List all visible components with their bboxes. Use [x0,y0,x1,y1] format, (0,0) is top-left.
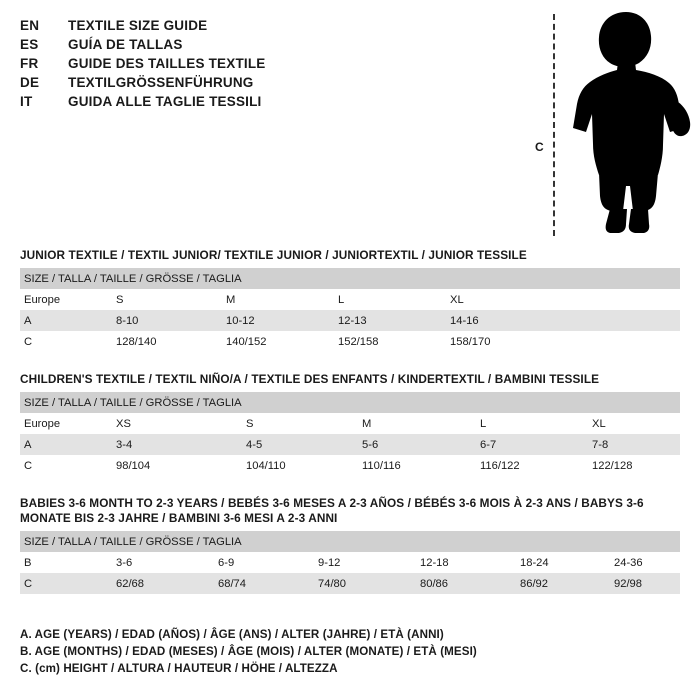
cell: 122/128 [588,455,680,476]
cell: S [242,413,358,434]
row-label: C [20,331,112,352]
cell: 6-7 [476,434,588,455]
cell: S [112,289,222,310]
table-row [20,289,680,310]
cell: 5-6 [358,434,476,455]
child-silhouette-icon [566,10,692,238]
table-row [20,573,680,594]
table-row [20,552,680,573]
row-label: A [20,434,112,455]
cell: 6-9 [214,552,314,573]
cell: 12-18 [416,552,516,573]
legend-line-a: A. AGE (YEARS) / EDAD (AÑOS) / ÂGE (ANS) / ALTER (JAHRE) / ETÀ (ANNI) [20,628,444,641]
legend-line-b: B. AGE (MONTHS) / EDAD (MESES) / ÂGE (MOIS) / ALTER (MONATE) / ETÀ (MESI) [20,645,477,658]
cell: 98/104 [112,455,242,476]
section-babies [20,496,680,594]
cell: XL [588,413,680,434]
cell: 86/92 [516,573,610,594]
language-title-de: TEXTILGRÖSSENFÜHRUNG [68,75,254,90]
legend-line-c: C. (cm) HEIGHT / ALTURA / HAUTEUR / HÖHE / ALTEZZA [20,662,338,675]
table-row [20,413,680,434]
language-row-es [20,37,520,56]
table-row [20,310,680,331]
language-row-de [20,75,520,94]
cell [558,331,680,352]
height-measure-line [553,14,555,236]
language-title-block [20,18,520,113]
table-row [20,268,680,289]
cell: 8-10 [112,310,222,331]
table-row [20,531,680,552]
language-code-en: EN [20,18,40,33]
height-measure-label: C [532,138,547,156]
cell: 152/158 [334,331,446,352]
cell: 158/170 [446,331,558,352]
cell: 18-24 [516,552,610,573]
cell: 24-36 [610,552,680,573]
table-row [20,331,680,352]
row-label: C [20,455,112,476]
language-row-fr [20,56,520,75]
language-code-es: ES [20,37,39,52]
cell: 4-5 [242,434,358,455]
table-row [20,392,680,413]
section-junior-title: JUNIOR TEXTILE / TEXTIL JUNIOR/ TEXTILE JUNIOR / JUNIORTEXTIL / JUNIOR TESSILE [20,248,527,262]
cell: XS [112,413,242,434]
language-code-it: IT [20,94,33,109]
row-label: B [20,552,112,573]
cell: 140/152 [222,331,334,352]
language-code-de: DE [20,75,40,90]
cell: 74/80 [314,573,416,594]
cell: 68/74 [214,573,314,594]
language-title-it: GUIDA ALLE TAGLIE TESSILI [68,94,262,109]
section-babies-title: BABIES 3-6 MONTH TO 2-3 YEARS / BEBÉS 3-6 MESES A 2-3 AÑOS / BÉBÉS 3-6 MOIS À 2-3 ANS / BABYS 3-6 MONATE BIS 2-3 JAHRE / BAMBINI 3-6 MESI A 2-3 ANNI [20,496,644,525]
cell: 116/122 [476,455,588,476]
section-children-title: CHILDREN'S TEXTILE / TEXTIL NIÑO/A / TEXTILE DES ENFANTS / KINDERTEXTIL / BAMBINI TESSILE [20,372,600,386]
section-junior [20,248,680,352]
row-label: Europe [20,289,112,310]
cell: 104/110 [242,455,358,476]
cell: 128/140 [112,331,222,352]
cell: 12-13 [334,310,446,331]
language-title-en: TEXTILE SIZE GUIDE [68,18,208,33]
section-children [20,372,680,476]
legend-block [20,626,680,677]
table-row [20,434,680,455]
cell: XL [446,289,558,310]
measurement-figure [520,8,696,240]
cell: M [222,289,334,310]
cell: 92/98 [610,573,680,594]
cell: L [476,413,588,434]
language-row-it [20,94,520,113]
cell [558,310,680,331]
row-label: C [20,573,112,594]
cell: 14-16 [446,310,558,331]
children-table-header: SIZE / TALLA / TAILLE / GRÖSSE / TAGLIA [20,392,680,413]
cell: M [358,413,476,434]
junior-table-header: SIZE / TALLA / TAILLE / GRÖSSE / TAGLIA [20,268,680,289]
cell: 7-8 [588,434,680,455]
row-label: Europe [20,413,112,434]
babies-size-table [20,531,680,594]
junior-size-table [20,268,680,352]
cell: 9-12 [314,552,416,573]
cell: 3-6 [112,552,214,573]
cell: 3-4 [112,434,242,455]
table-row [20,455,680,476]
cell: L [334,289,446,310]
cell: 80/86 [416,573,516,594]
cell: 10-12 [222,310,334,331]
babies-table-header: SIZE / TALLA / TAILLE / GRÖSSE / TAGLIA [20,531,680,552]
children-size-table [20,392,680,476]
cell: 110/116 [358,455,476,476]
language-code-fr: FR [20,56,39,71]
cell: 62/68 [112,573,214,594]
row-label: A [20,310,112,331]
language-row-en [20,18,520,37]
cell [558,289,680,310]
language-title-es: GUÍA DE TALLAS [68,37,183,52]
language-title-fr: GUIDE DES TAILLES TEXTILE [68,56,266,71]
